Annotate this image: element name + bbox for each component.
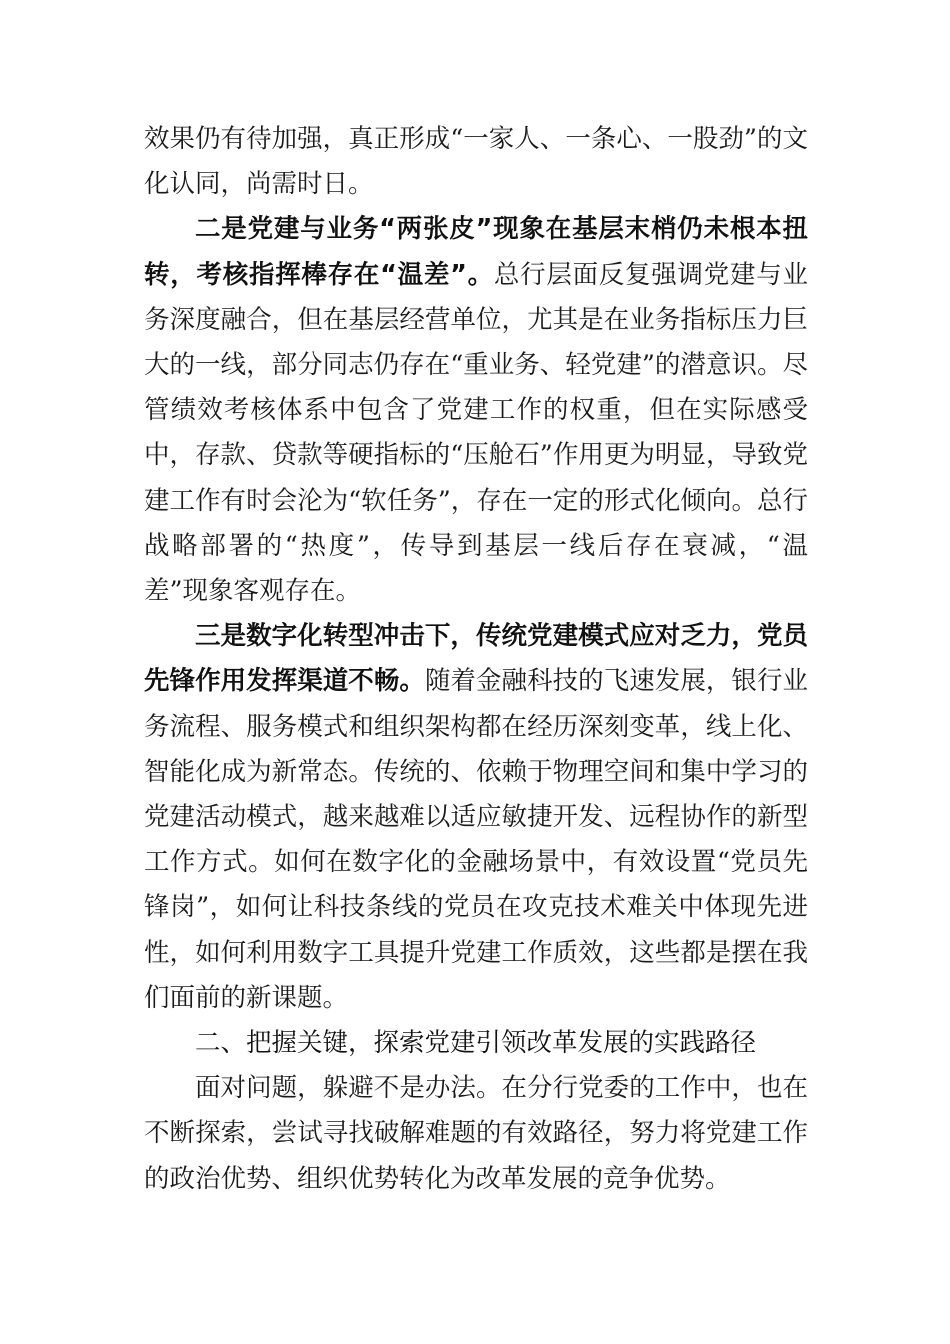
paragraph-point-two <box>144 207 808 614</box>
section-heading <box>144 1021 808 1066</box>
paragraph-lead-bold: 三是数字化转型冲击下，传统党建模式应对乏力，党员先锋作用发挥渠道不畅。 <box>144 621 808 697</box>
section-heading-text: 二、把握关键，探索党建引领改革发展的实践路径 <box>195 1028 757 1059</box>
paragraph-text: 随着金融科技的飞速发展，银行业务流程、服务模式和组织架构都在经历深刻变革，线上化、智能化成为新常态。传统的、依赖于物理空间和集中学习的党建活动模式，越来越难以适应敏捷开发、远程协作的新型工作方式。如何在数字化的金融场景中，有效设置“党员先锋岗”，如何让科技条线的党员在攻克技术难关中体现先进性，如何利用数字工具提升党建工作质效，这些都是摆在我们面前的新课题。 <box>144 666 808 1013</box>
paragraph-lead-bold: 二是党建与业务“两张皮”现象在基层末梢仍未根本扭转，考核指挥棒存在“温差”。 <box>144 214 808 290</box>
paragraph-text: 面对问题，躲避不是办法。在分行党委的工作中，也在不断探索，尝试寻找破解难题的有效路径，努力将党建工作的政治优势、组织优势转化为改革发展的竞争优势。 <box>144 1073 808 1194</box>
paragraph-continuation <box>144 117 808 207</box>
paragraph-intro <box>144 1066 808 1202</box>
document-body <box>144 117 808 1202</box>
paragraph-text: 总行层面反复强调党建与业务深度融合，但在基层经营单位，尤其是在业务指标压力巨大的一线，部分同志仍存在“重业务、轻党建”的潜意识。尽管绩效考核体系中包含了党建工作的权重，但在实际感受中，存款、贷款等硬指标的“压舱石”作用更为明显，导致党建工作有时会沦为“软任务”，存在一定的形式化倾向。总行战略部署的“热度”，传导到基层一线后存在衰减，“温差”现象客观存在。 <box>144 259 808 607</box>
paragraph-text: 效果仍有待加强，真正形成“一家人、一条心、一股劲”的文化认同，尚需时日。 <box>144 124 808 200</box>
paragraph-point-three <box>144 614 808 1021</box>
